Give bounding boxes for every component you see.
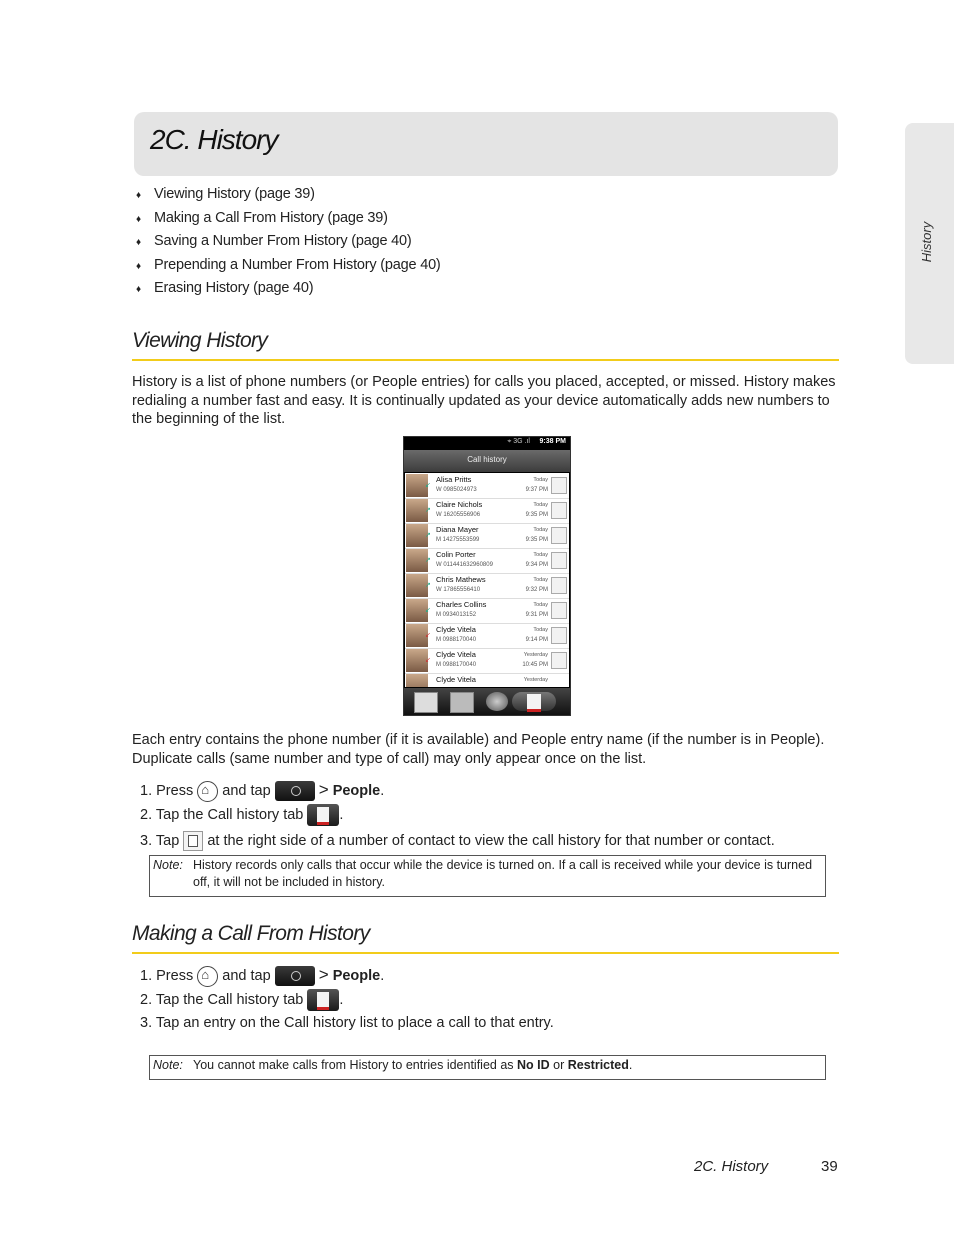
call-time: 9:31 PM	[525, 612, 548, 618]
call-name: Clyde Vitela	[436, 675, 476, 684]
note-box	[149, 855, 826, 897]
call-day: Today	[533, 527, 548, 533]
step-1: 1. Press ⌂ and tap > People.	[140, 780, 384, 802]
call-row[interactable]	[405, 598, 569, 624]
contact-photo	[406, 674, 428, 687]
diamond-bullet-icon: ♦	[136, 261, 141, 272]
step-2: 2. Tap the Call history tab .	[140, 804, 343, 826]
all-apps-button-icon[interactable]	[275, 966, 315, 986]
call-row[interactable]	[405, 673, 569, 687]
people-label: People	[332, 783, 381, 799]
call-number: W 16205556906	[436, 512, 481, 518]
section-rule	[132, 952, 839, 954]
call-name: Chris Mathews	[436, 575, 486, 584]
call-row[interactable]	[405, 648, 569, 674]
call-day: Today	[533, 577, 548, 583]
toc-item[interactable]: ♦ Viewing History (page 39)	[136, 186, 315, 202]
diamond-bullet-icon: ♦	[136, 214, 141, 225]
chapter-title: 2C. History	[150, 124, 278, 155]
all-apps-button-icon[interactable]	[275, 781, 315, 801]
call-day: Today	[533, 602, 548, 608]
call-day: Today	[533, 502, 548, 508]
call-name: Clyde Vitela	[436, 650, 476, 659]
call-row[interactable]	[405, 498, 569, 524]
call-time: 9:35 PM	[525, 537, 548, 543]
diamond-bullet-icon: ♦	[136, 190, 141, 201]
call-history-screenshot	[403, 436, 571, 716]
note-label: Note:	[153, 858, 183, 872]
call-name: Alisa Pritts	[436, 475, 472, 484]
call-detail-icon[interactable]	[551, 602, 567, 619]
phone-tab-bar	[404, 688, 570, 715]
call-detail-icon[interactable]	[551, 502, 567, 519]
footer-chapter: 2C. History	[694, 1158, 769, 1175]
note-box	[149, 1055, 826, 1080]
call-type-icon: ↗	[425, 507, 431, 514]
call-type-icon: ↗	[425, 582, 431, 589]
call-day: Yesterday	[523, 652, 548, 658]
call-history-tab-icon[interactable]	[512, 692, 556, 711]
diamond-bullet-icon: ♦	[136, 284, 141, 295]
call-time: 9:34 PM	[525, 562, 548, 568]
toc-item[interactable]: ♦ Erasing History (page 40)	[136, 280, 314, 296]
diamond-bullet-icon: ♦	[136, 237, 141, 248]
phone-status-bar	[404, 437, 570, 449]
home-key-icon[interactable]	[197, 966, 218, 987]
call-number: M 0934013152	[436, 612, 477, 618]
call-history-tab-icon[interactable]	[307, 989, 339, 1011]
page-number: 39	[821, 1158, 838, 1175]
status-icons: ⌖ 3G .ıl	[507, 438, 530, 445]
side-tab-label: History	[919, 221, 934, 263]
section-heading-making: Making a Call From History	[132, 922, 370, 945]
call-row[interactable]	[405, 623, 569, 649]
people-tab-icon[interactable]	[414, 692, 438, 713]
call-name: Clyde Vitela	[436, 625, 476, 634]
note-text: History records only calls that occur while the device is turned on. If a call is received while your device is turned off, it will not be included in history.	[193, 858, 813, 889]
toc-item[interactable]: ♦ Prepending a Number From History (page 40)	[136, 257, 441, 273]
call-history-list	[405, 473, 569, 687]
note-label: Note:	[153, 1058, 183, 1072]
section-heading-viewing: Viewing History	[132, 329, 268, 352]
viewing-intro: History is a list of phone numbers (or People entries) for calls you placed, accepted, or missed. History makes redialing a number fast and easy. It is continually updated as your device automatically adds new numbers to the beginning of the list.	[132, 374, 836, 427]
call-number: W 011441632960809	[436, 562, 493, 568]
call-time: 10:45 PM	[522, 662, 548, 668]
call-detail-icon[interactable]	[551, 652, 567, 669]
call-detail-icon[interactable]	[551, 627, 567, 644]
toc-item[interactable]: ♦ Making a Call From History (page 39)	[136, 210, 388, 226]
groups-tab-icon[interactable]	[450, 692, 474, 713]
call-day: Today	[533, 552, 548, 558]
step-3: 3. Tap an entry on the Call history list to place a call to that entry.	[140, 1015, 554, 1031]
call-type-icon: ↙	[425, 482, 431, 489]
call-time: 9:35 PM	[525, 512, 548, 518]
call-number: M 14275553599	[436, 537, 480, 543]
call-detail-icon[interactable]	[551, 527, 567, 544]
call-row[interactable]	[405, 523, 569, 549]
entry-paragraph: Each entry contains the phone number (if it is available) and People entry name (if the number is in People). Duplicate calls (same number and type of call) may only appear once on the list.	[132, 732, 825, 767]
call-detail-icon[interactable]	[183, 831, 203, 851]
call-detail-icon[interactable]	[551, 577, 567, 594]
call-type-icon: ↗	[425, 532, 431, 539]
step-3: 3. Tap at the right side of a number of contact to view the call history for that number or contact.	[140, 831, 775, 851]
call-name: Charles Collins	[436, 600, 487, 609]
call-day: Today	[533, 477, 548, 483]
call-type-icon: ↙	[425, 632, 431, 639]
call-day: Today	[533, 627, 548, 633]
call-type-icon: ↗	[425, 557, 431, 564]
call-detail-icon[interactable]	[551, 477, 567, 494]
home-key-icon[interactable]	[197, 781, 218, 802]
call-time: 9:37 PM	[525, 487, 548, 493]
call-row[interactable]	[405, 573, 569, 599]
call-row[interactable]	[405, 548, 569, 574]
toc-item[interactable]: ♦ Saving a Number From History (page 40)	[136, 233, 412, 249]
call-time: 9:32 PM	[525, 587, 548, 593]
call-number: W 17865556410	[436, 587, 481, 593]
call-history-tab-icon[interactable]	[307, 804, 339, 826]
phone-screen-title: Call history	[404, 450, 570, 472]
call-type-icon: ↙	[425, 607, 431, 614]
online-directory-icon[interactable]	[486, 692, 508, 711]
call-row[interactable]	[405, 473, 569, 499]
call-detail-icon[interactable]	[551, 552, 567, 569]
call-number: M 0988170040	[436, 637, 477, 643]
call-number: M 0988170040	[436, 662, 477, 668]
call-name: Colin Porter	[436, 550, 476, 559]
section-rule	[132, 359, 839, 361]
call-number: W 0985024973	[436, 487, 477, 493]
call-name: Claire Nichols	[436, 500, 483, 509]
step-1: 1. Press ⌂ and tap > People.	[140, 965, 384, 987]
call-time: 9:14 PM	[525, 637, 548, 643]
status-time: 9:38 PM	[539, 438, 566, 445]
call-name: Diana Mayer	[436, 525, 479, 534]
step-2: 2. Tap the Call history tab .	[140, 989, 343, 1011]
call-type-icon: ↙	[425, 657, 431, 664]
people-label: People	[332, 968, 381, 984]
call-day: Yesterday	[523, 677, 548, 683]
note-text: You cannot make calls from History to entries identified as No ID or Restricted.	[193, 1058, 633, 1072]
